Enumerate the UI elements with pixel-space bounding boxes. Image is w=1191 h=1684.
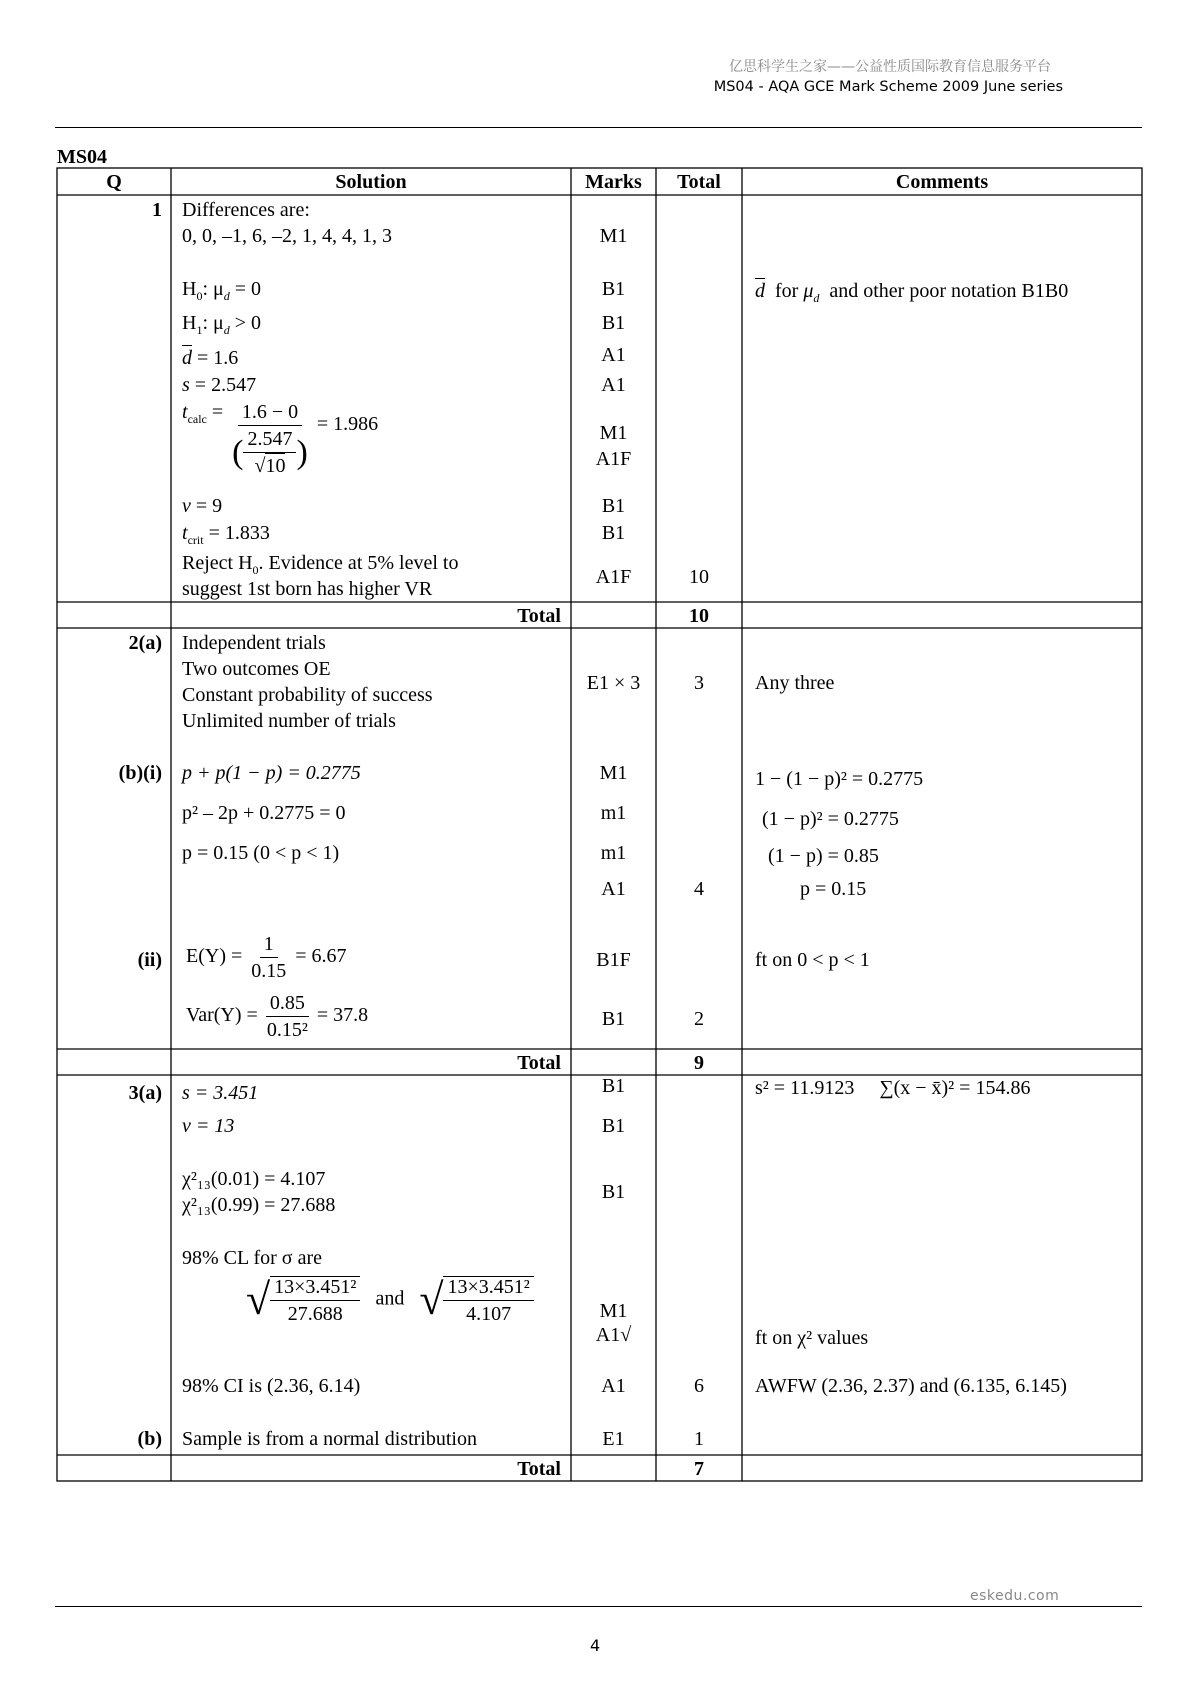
- col-header-comments: Comments: [895, 171, 989, 193]
- q3a-mark: B1: [601, 1115, 626, 1137]
- col-header-marks: Marks: [585, 171, 642, 193]
- q2bi-comment: p = 0.15: [800, 878, 867, 900]
- q3a-total: 6: [694, 1375, 704, 1397]
- q1-t-crit: $t_{crit} = 1.833$: [182, 522, 270, 547]
- q2ii-mark: B1F: [596, 949, 631, 971]
- q3-total-label: Total: [517, 1458, 561, 1480]
- section-label: MS04: [57, 146, 107, 168]
- q2a-total: 3: [694, 672, 704, 694]
- col-header-solution: Solution: [335, 171, 407, 193]
- q3a-mark: B1: [601, 1181, 626, 1203]
- q1-total: 10: [689, 566, 709, 588]
- q1-mark: A1F: [595, 448, 632, 470]
- q2bi-total: 4: [694, 878, 704, 900]
- q2a-number: 2(a): [128, 632, 162, 654]
- q2a-mark: E1 × 3: [586, 672, 641, 694]
- q2a-line: Two outcomes OE: [182, 658, 331, 680]
- q1-reject-line2: suggest 1st born has higher VR: [182, 578, 433, 600]
- q1-t-calc: $t_{calc}$ = 1.6 − 0 ( $\frac{2.547}{√10}$ ) = 1.986: [182, 401, 379, 477]
- q2bi-line1: p + p(1 − p) = 0.2775: [182, 762, 361, 784]
- q1-mark: A1F: [595, 566, 632, 588]
- q2a-comment: Any three: [755, 672, 835, 694]
- q3b-total: 1: [694, 1428, 704, 1450]
- q3a-ci: 98% CI is (2.36, 6.14): [182, 1375, 361, 1397]
- q1-comment: d for $\mu_d$ and other poor notation B1B0: [755, 280, 1069, 305]
- header-site-text: 亿思科学生之家——公益性质国际教育信息服务平台: [729, 59, 1051, 75]
- q2bi-comment: (1 − p)² = 0.2775: [762, 808, 899, 830]
- q3a-mark: A1√: [595, 1324, 632, 1346]
- q2-total-value: 9: [694, 1052, 704, 1074]
- q3a-sqrt-exprs: √ $\frac{\text{13×3.451²}}{27.688}$ and √ $\frac{\text{13×3.451²}}{4.107}$: [246, 1276, 534, 1324]
- q3a-mark: B1: [601, 1075, 626, 1097]
- q3a-s: s = 3.451: [182, 1082, 259, 1104]
- q2ii-total: 2: [694, 1008, 704, 1030]
- col-header-total: Total: [677, 171, 721, 193]
- q3a-chi2: χ²₁₃(0.99) = 27.688: [182, 1194, 336, 1216]
- q1-mark: B1: [601, 495, 626, 517]
- q2bi-line3: p = 0.15 (0 < p < 1): [182, 842, 340, 864]
- q2bi-comment: (1 − p) = 0.85: [768, 845, 879, 867]
- q1-number: 1: [152, 199, 162, 221]
- footer-site: eskedu.com: [970, 1588, 1060, 1604]
- q2ii-variance: Var(Y) = $\frac{0.85}{\text{0.15²}}$ = 37.8: [186, 992, 369, 1041]
- q1-mark: B1: [601, 278, 626, 300]
- q3a-cl: 98% CL for σ are: [182, 1247, 322, 1269]
- q1-h1: $H_1$: $\mu_d > 0$: [182, 312, 262, 337]
- q1-mark: A1: [601, 344, 626, 366]
- q3b-mark: E1: [602, 1428, 625, 1450]
- q2bi-mark: m1: [600, 802, 627, 824]
- q2ii-expectation: E(Y) = $\frac{1}{0.15}$ = 6.67: [186, 933, 347, 982]
- q2bi-mark: m1: [600, 842, 627, 864]
- q2ii-mark: B1: [601, 1008, 626, 1030]
- q1-h0: $H_0$: $\mu_d = 0$: [182, 278, 262, 303]
- q3a-chi1: χ²₁₃(0.01) = 4.107: [182, 1168, 326, 1190]
- q3-total-value: 7: [694, 1458, 704, 1480]
- q3a-number: 3(a): [128, 1082, 162, 1104]
- q1-s: s = 2.547: [182, 374, 257, 396]
- q3a-comment2: ft on χ² values: [755, 1327, 869, 1349]
- q1-mark: M1: [599, 422, 628, 444]
- q2a-line: Unlimited number of trials: [182, 710, 396, 732]
- q2bi-line2: p² – 2p + 0.2775 = 0: [182, 802, 346, 824]
- q2bi-mark: M1: [599, 762, 628, 784]
- q2bi-comment: 1 − (1 − p)² = 0.2775: [755, 768, 924, 790]
- q1-mark: A1: [601, 374, 626, 396]
- q1-v: v = 9: [182, 495, 223, 517]
- q1-mark: B1: [601, 522, 626, 544]
- footer-rule: [55, 1606, 1142, 1607]
- q2a-line: Constant probability of success: [182, 684, 433, 706]
- q1-diff-title: Differences are:: [182, 199, 310, 221]
- q2-total-label: Total: [517, 1052, 561, 1074]
- q1-mark: M1: [599, 225, 628, 247]
- q2bi-mark: A1: [601, 878, 626, 900]
- q1-diff-values: 0, 0, –1, 6, –2, 1, 4, 4, 1, 3: [182, 225, 392, 247]
- page-number: 4: [590, 1636, 601, 1655]
- col-header-q: Q: [106, 171, 122, 193]
- q3a-mark: A1: [601, 1375, 626, 1397]
- q1-total-label: Total: [517, 605, 561, 627]
- q2ii-comment: ft on 0 < p < 1: [755, 949, 870, 971]
- q2a-line: Independent trials: [182, 632, 326, 654]
- q2ii-number: (ii): [137, 949, 162, 971]
- q3a-mark: M1: [599, 1300, 628, 1322]
- q1-total-value: 10: [689, 605, 709, 627]
- q3a-v: v = 13: [182, 1115, 235, 1137]
- q2bi-number: (b)(i): [118, 762, 162, 784]
- q1-dbar: d = 1.6: [182, 347, 239, 369]
- q3b-number: (b): [137, 1428, 162, 1450]
- q3a-comment1: s² = 11.9123 ∑(x − x̄)² = 154.86: [755, 1077, 1031, 1099]
- q3a-comment3: AWFW (2.36, 2.37) and (6.135, 6.145): [755, 1375, 1067, 1397]
- q1-reject-line1: Reject $H_0$. Evidence at 5% level to: [182, 552, 459, 577]
- header-title: MS04 - AQA GCE Mark Scheme 2009 June series: [713, 79, 1063, 95]
- q1-mark: B1: [601, 312, 626, 334]
- q3b-line: Sample is from a normal distribution: [182, 1428, 477, 1450]
